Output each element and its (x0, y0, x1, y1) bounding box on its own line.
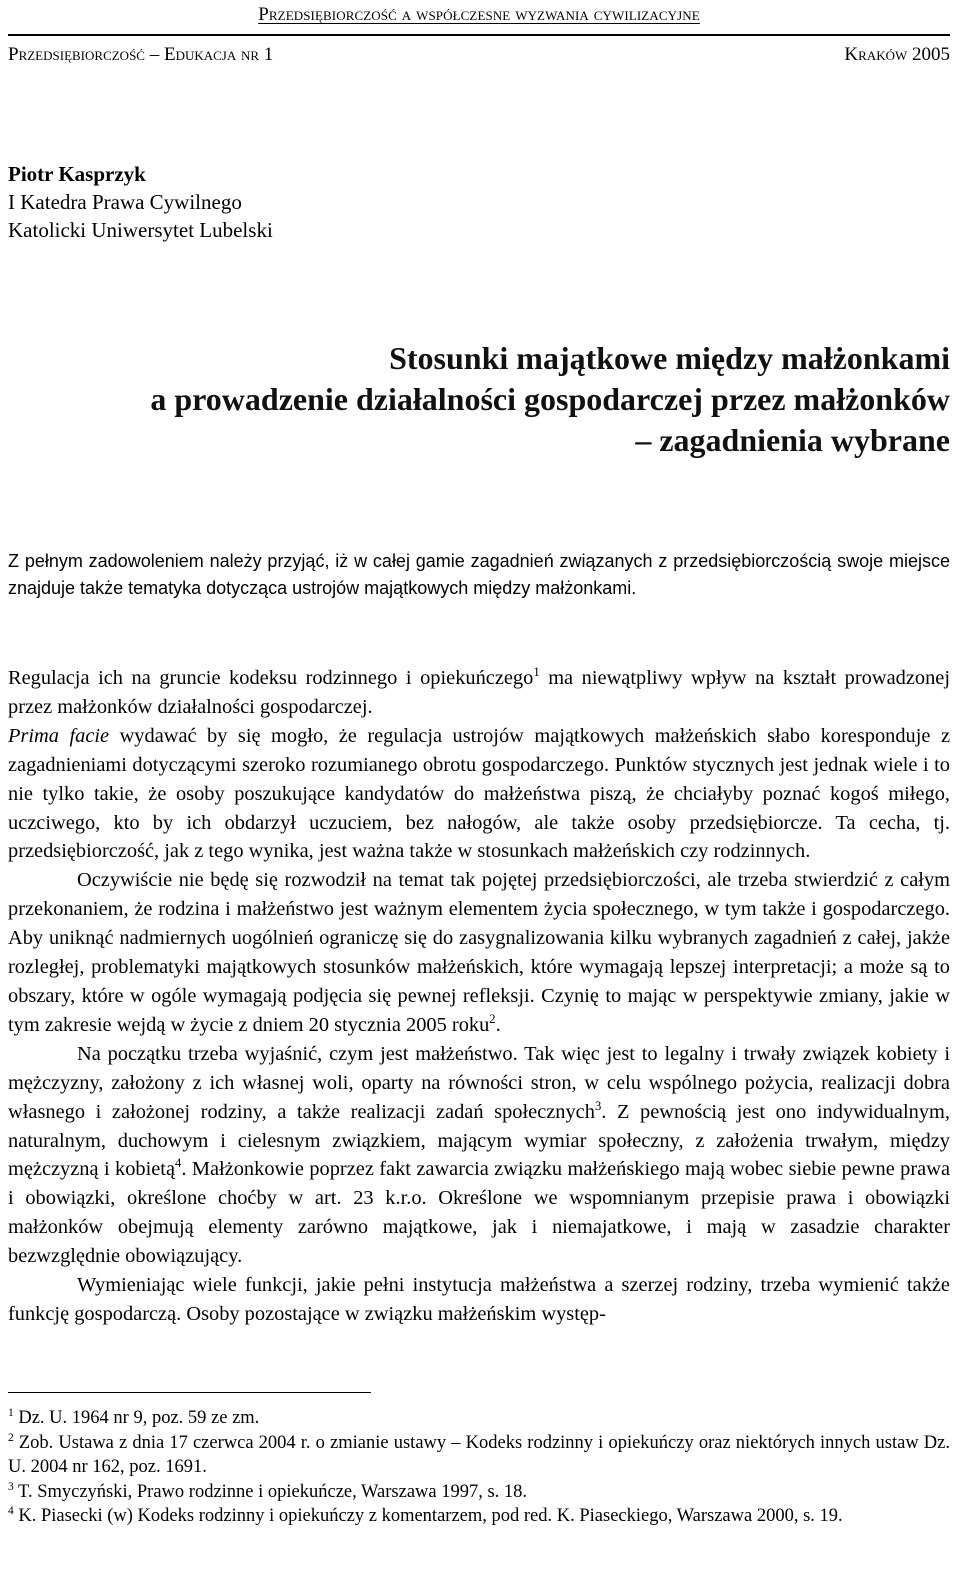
latin-phrase: Prima facie (8, 724, 110, 747)
footnote-2 (8, 1431, 950, 1480)
paragraph-3-text: Oczywiście nie będę się rozwodził na temat tak pojętej przedsiębiorczości, ale trzeba stwierdzić z całym przekonaniem, że rodzina i małżeństwo jest ważnym elementem życia społecznego, w tym także i gospodarczego. Aby uniknąć nadmiernych uogólnień ograniczę się do zasygnalizowania kilku wybranych zagadnień z całej, jakże rozległej, problematyki majątkowych stosunków małżeńskich, które wymagają lepszej interpretacji; a może są to obszary, które w ogóle wymagają podjęcia się pewnej refleksji. Czynię to mając w perspektywie zmiany, jakie w tym zakresie wejdą w życie z dniem 20 stycznia 2005 roku (8, 869, 950, 1036)
author-block (8, 160, 273, 244)
footnote-separator (8, 1392, 371, 1393)
paragraph-2-text: wydawać by się mogło, że regulacja ustrojów majątkowych małżeńskich słabo koresponduje z zagadnieniami dotyczącymi szeroko rozumianego obrotu gospodarczego. Punktów stycznych jest jednak wiele i to nie tylko takie, że osoby poszukujące kandydatów do małżeństwa piszą, że chciałyby poznać kogoś miłego, uczciwego, kto by ich obdarzył uczuciem, bez nałogów, ale także osoby przedsiębiorcze. Ta cecha, tj. przedsiębiorczość, jak z tego wynika, jest ważna także w stosunkach małżeńskich czy rodzinnych. (8, 724, 951, 863)
paragraph-4 (8, 1040, 950, 1271)
paragraph-2 (8, 722, 950, 867)
paragraph-3-end: . (495, 1013, 501, 1036)
paragraph-3 (8, 866, 950, 1039)
header-rule (8, 34, 950, 36)
paragraph-5 (8, 1271, 950, 1329)
footnote-number: 1 (8, 1406, 14, 1419)
footnotes (8, 1406, 950, 1529)
paragraph-1 (8, 664, 950, 722)
footnote-text: T. Smyczyński, Prawo rodzinne i opiekuńcze, Warszawa 1997, s. 18. (13, 1481, 528, 1502)
title-line-2: a prowadzenie działalności gospodarczej przez małżonków (150, 381, 950, 417)
author-university: Katolicki Uniwersytet Lubelski (8, 218, 273, 242)
footnote-ref-3: 3 (594, 1098, 602, 1113)
footnote-4 (8, 1504, 950, 1529)
footnote-ref-4: 4 (175, 1156, 182, 1171)
paragraph-5-text: Wymieniając wiele funkcji, jakie pełni instytucja małżeństwa a szerzej rodziny, trzeba wymienić także funkcję gospodarczą. Osoby pozostające w związku małżeńskim występ- (8, 1274, 950, 1325)
place-year: Kraków 2005 (844, 44, 950, 65)
paragraph-4-text-b: . Z pewnością jest ono indywidualnym, naturalnym, duchowym i cielesnym związkiem, mającym wymiar społeczny, z założenia trwałym, między mężczyzną i kobietą (8, 1100, 950, 1181)
running-title (8, 4, 950, 26)
footnote-text: Zob. Ustawa z dnia 17 czerwca 2004 r. o zmianie ustawy – Kodeks rodzinny i opiekuńczy oraz niektórych innych ustaw Dz. U. 2004 nr 162, poz. 1691. (8, 1432, 950, 1478)
footnote-text: K. Piasecki (w) Kodeks rodzinny i opiekuńczy z komentarzem, pod red. K. Piaseckiego, Warszawa 2000, s. 19. (13, 1506, 843, 1527)
series-label: Przedsiębiorczość – Edukacja nr 1 (8, 44, 274, 65)
paragraph-1-text-a: Regulacja ich na gruncie kodeksu rodzinnego i opiekuńczego (8, 667, 534, 689)
footnote-number: 2 (8, 1431, 14, 1444)
running-title-text: Przedsiębiorczość a współczesne wyzwania cywilizacyjne (258, 4, 700, 25)
footnote-ref-1: 1 (533, 665, 540, 680)
footnote-ref-2: 2 (489, 1012, 496, 1027)
author-name: Piotr Kasprzyk (8, 162, 146, 186)
paragraph-1-text-b: ma niewątpliwy wpływ na kształt prowadzonej przez małżonków działalności gospodarczej. (8, 667, 950, 718)
paragraph-4-text-c: . Małżonkowie poprzez fakt zawarcia związku małżeńskiego mają wobec siebie pewne prawa i obowiązki, określone choćby w art. 23 k.r.o. Określone we wspomnianym przepisie prawa i obowiązki małżonków obejmują elementy zarówno majątkowe, jak i niemajatkowe, i mają w zasadzie charakter bezwzględnie obowiązujący. (8, 1158, 950, 1268)
footnote-number: 4 (8, 1505, 14, 1518)
article-title (150, 338, 950, 461)
footnote-text: Dz. U. 1964 nr 9, poz. 59 ze zm. (13, 1408, 260, 1428)
footnote-3 (8, 1480, 950, 1505)
paragraph-4-text-a: Na początku trzeba wyjaśnić, czym jest małżeństwo. Tak więc jest to legalny i trwały związek kobiety i mężczyzny, założony z ich własnej woli, oparty na równości stron, w celu wspólnego pożycia, realizacji dobra własnego i założonej rodziny, a także realizacji zadań społecznych (8, 1042, 950, 1123)
title-line-1: Stosunki majątkowe między małżonkami (389, 340, 950, 376)
footnote-1 (8, 1406, 950, 1431)
intro-paragraph: Z pełnym zadowoleniem należy przyjąć, iż w całej gamie zagadnień związanych z przedsiębiorczością swoje miejsce znajduje także tematyka dotycząca ustrojów majątkowych między małżonkami. (8, 551, 950, 598)
body-text (8, 664, 950, 1329)
footnote-number: 3 (8, 1480, 14, 1493)
author-department: I Katedra Prawa Cywilnego (8, 190, 242, 214)
title-line-3: – zagadnienia wybrane (635, 422, 950, 458)
